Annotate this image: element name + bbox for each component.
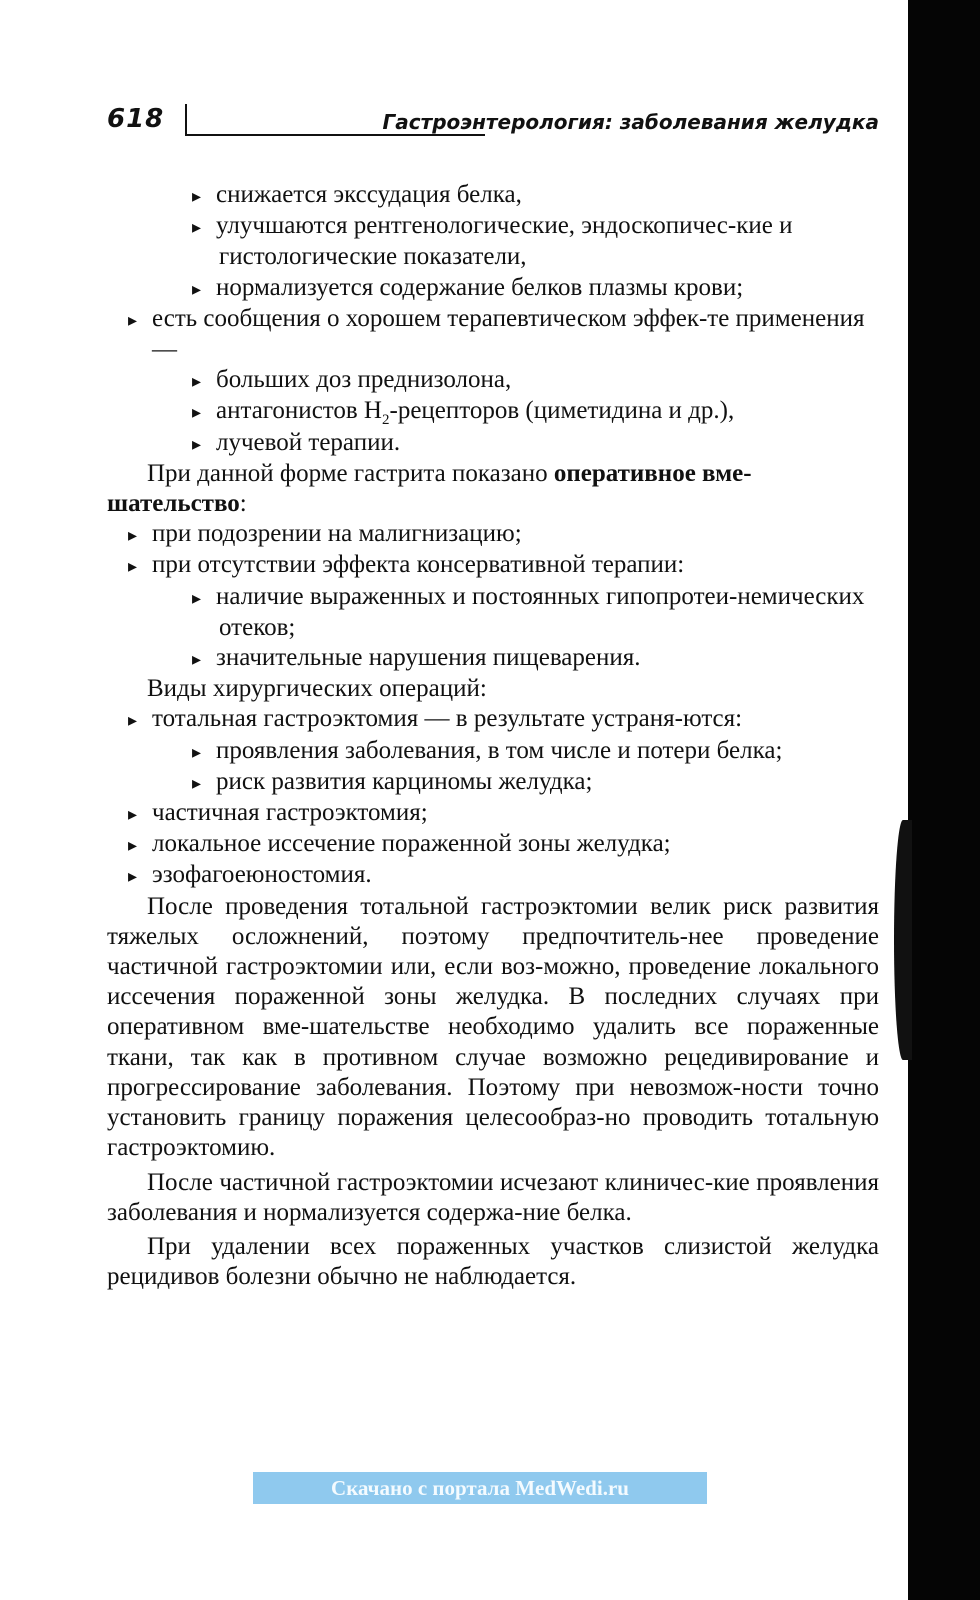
list-item-text: улучшаются рентгенологические, эндоскопичес-кие и гистологические показатели, [216, 212, 793, 271]
bullet-icon: ▸ [128, 710, 138, 731]
list-item-text: снижается экссудация белка, [216, 181, 522, 208]
watermark-banner: Скачано с портала MedWedi.ru [253, 1472, 707, 1504]
list-item-text: частичная гастроэктомия; [152, 799, 428, 827]
scan-dark-edge [908, 0, 980, 1600]
bullet-icon: ▸ [192, 217, 202, 238]
list-item-text: проявления заболевания, в том числе и потери белка; [216, 736, 783, 764]
bullet-icon: ▸ [192, 741, 202, 762]
paragraph-partial-gastrectomy: После частичной гастроэктомии исчезают клиничес-кие проявления заболевания и нормализуется содержа-ние белка. [107, 1168, 879, 1226]
paragraph-surgery-indication: При данной форме гастрита показано оперативное вме-шательство: [107, 459, 752, 518]
list-item [107, 860, 879, 891]
list-item-text: наличие выраженных и постоянных гипопротеи-немических отеков; [216, 582, 865, 641]
list-item [107, 428, 879, 459]
header-rule [185, 134, 485, 136]
list-item-text: риск развития карциномы желудка; [216, 767, 593, 795]
list-b [107, 428, 879, 459]
list-a [107, 180, 879, 396]
page-header [107, 104, 879, 138]
list-item [107, 582, 879, 643]
list-item [107, 798, 879, 829]
bullet-icon: ▸ [192, 186, 202, 206]
paragraph-surgery-types: Виды хирургических операций: [147, 675, 487, 703]
bullet-icon: ▸ [192, 371, 202, 392]
list-item-text: при отсутствии эффекта консервативной терапии: [152, 551, 685, 579]
bullet-icon: ▸ [192, 587, 202, 608]
list-item-text: лучевой терапии. [216, 428, 401, 456]
paragraph-total-gastrectomy: После проведения тотальной гастроэктомии велик риск развития тяжелых осложнений, поэтому предпочтитель-нее проведение частичной гастроэктомии или, если воз-можно, проведение локального иссечения пораженной зоны желудка. В последних случаях при оперативном вме-шательстве необходимо удалить все пораженные ткани, так как в противном случае возможно рецедивирование и прогрессирование заболевания. Поэтому при невозмож-ности точно установить границу поражения целесообраз-но проводить тотальную гастроэктомию. [107, 892, 879, 1162]
list-item [107, 829, 879, 860]
list-item-h2-antagonists: ▸ антагонистов $H_2$-рецепторов (циметидина и др.), [192, 397, 735, 429]
list-item-text: эзофагоеюностомия. [152, 861, 372, 889]
bold-term: оперативное вме-шательство [107, 459, 752, 518]
bullet-icon: ▸ [128, 804, 138, 825]
paragraph-recurrence: При удалении всех пораженных участков слизистой желудка рецидивов болезни обычно не наблюдается. [107, 1232, 879, 1291]
list-item [107, 180, 879, 211]
list-item-text: значительные нарушения пищеварения. [216, 644, 641, 672]
list-item [107, 643, 879, 674]
bullet-icon: ▸ [192, 402, 202, 423]
list-item [107, 767, 879, 798]
bullet-icon: ▸ [192, 278, 202, 299]
list-item-text: при подозрении на малигнизацию; [152, 520, 522, 548]
list-item-text: есть сообщения о хорошем терапевтическом эффек-те применения — [152, 304, 865, 364]
list-item [107, 736, 879, 767]
list-item [107, 365, 879, 396]
bullet-icon: ▸ [128, 835, 138, 856]
running-title: Гастроэнтерология: заболевания желудка [382, 110, 879, 134]
list-item [107, 304, 879, 365]
list-item-text: тотальная гастроэктомия — в результате устраня-ются: [152, 705, 743, 733]
list-d [107, 704, 879, 891]
bullet-icon: ▸ [192, 433, 202, 454]
list-item [107, 519, 879, 550]
bullet-icon: ▸ [192, 772, 202, 793]
bullet-icon: ▸ [128, 525, 138, 546]
bullet-icon: ▸ [192, 649, 202, 670]
page-number: 618 [107, 104, 165, 134]
list-item-text: локальное иссечение пораженной зоны желудка; [152, 830, 671, 858]
list-c [107, 519, 879, 674]
bullet-icon: ▸ [128, 309, 138, 330]
list-item-text: нормализуется содержание белков плазмы крови; [216, 273, 744, 301]
list-item [107, 211, 879, 272]
list-item [107, 550, 879, 581]
bullet-icon: ▸ [128, 866, 138, 887]
list-item-text: больших доз преднизолона, [216, 366, 512, 394]
page-body [107, 180, 879, 1292]
list-item [107, 273, 879, 304]
header-rule-tick [185, 104, 187, 135]
list-item [107, 704, 879, 735]
bullet-icon: ▸ [128, 556, 138, 577]
